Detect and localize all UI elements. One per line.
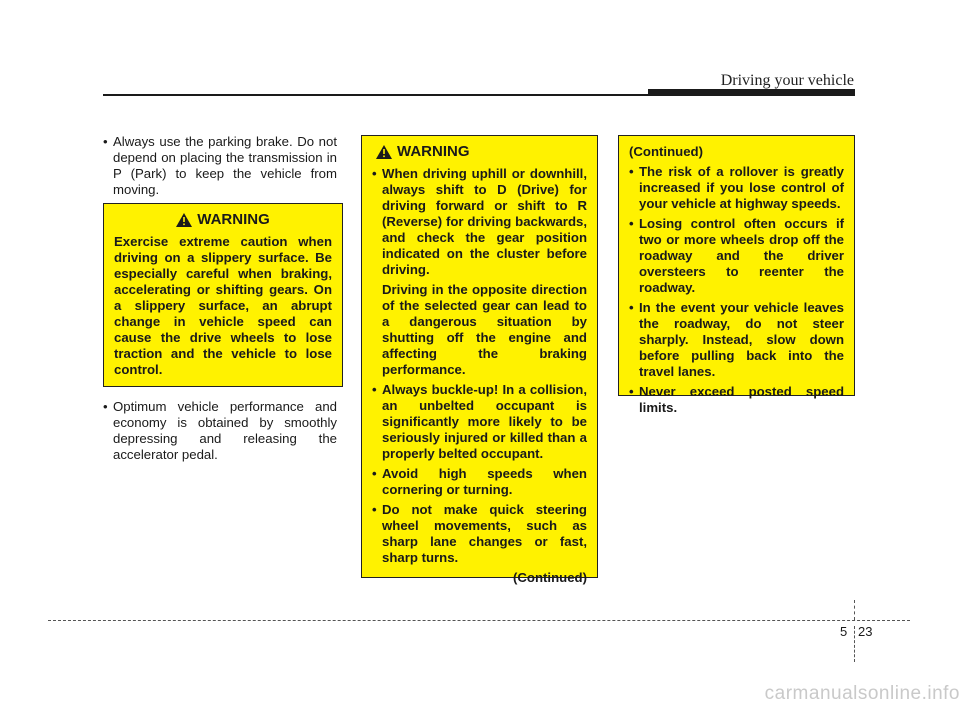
warning-item-text: Always buckle-up! In a collision, an unbelted occupant is significantly more likely to be seriously injured or killed than a properly belted occupant. xyxy=(382,382,587,461)
warning-paragraph: Driving in the opposite direction of the selected gear can lead to a dangerous situation by shutting off the engine and affecting the braking performance. xyxy=(382,282,587,377)
bullet-text: Always use the parking brake. Do not depend on placing the transmission in P (Park) to keep the vehicle from moving. xyxy=(113,134,337,197)
watermark: carmanualsonline.info xyxy=(764,683,960,704)
warning-item-text: Do not make quick steering wheel movements, such as sharp lane changes or fast, sharp turns. xyxy=(382,502,587,565)
continued-label: (Continued) xyxy=(629,144,703,159)
warning-item: • Never exceed posted speed limits. xyxy=(629,384,844,415)
section-title: Driving your vehicle xyxy=(720,72,854,89)
warning-item: • When driving uphill or downhill, always shift to D (Drive) for driving forward or shift to R (Reverse) for driving backwards, and check the gear position indicated on the cluster before driving. xyxy=(372,166,587,277)
warning-item-text: The risk of a rollover is greatly increased if you lose control of your vehicle at highway speeds. xyxy=(639,164,844,211)
warning-item-text: Avoid high speeds when cornering or turning. xyxy=(382,466,587,497)
warning-item: • In the event your vehicle leaves the roadway, do not steer sharply. Instead, slow down before pulling back into the travel lanes. xyxy=(629,300,844,379)
warning-text: Exercise extreme caution when driving on a slippery surface. Be especially careful when braking, accelerating or shifting gears. On a slippery surface, an abrupt change in vehicle speed can cause the drive wheels to lose traction and the vehicle to lose control. xyxy=(114,234,332,377)
page-number: 23 xyxy=(858,624,873,639)
warning-title: WARNING xyxy=(197,211,270,228)
chapter-number: 5 xyxy=(840,624,848,639)
body-bullet-performance: • Optimum vehicle performance and economy is obtained by smoothly depressing and releasing the accelerator pedal. xyxy=(103,399,337,462)
warning-item-text: Losing control often occurs if two or more wheels drop off the roadway and the driver oversteers to reenter the roadway. xyxy=(639,216,844,295)
body-bullet-parking-brake: • Always use the parking brake. Do not depend on placing the transmission in P (Park) to keep the vehicle from moving. xyxy=(103,134,337,197)
warning-item: • Avoid high speeds when cornering or turning. xyxy=(372,466,587,497)
warning-title: WARNING xyxy=(397,143,470,160)
warning-item-text: In the event your vehicle leaves the roadway, do not steer sharply. Instead, slow down before pulling back into the travel lanes. xyxy=(639,300,844,379)
warning-header xyxy=(372,144,587,160)
header-rule-accent xyxy=(648,89,855,96)
footer-rule xyxy=(48,620,910,621)
warning-item-text: Never exceed posted speed limits. xyxy=(639,384,844,415)
warning-triangle-icon xyxy=(376,145,392,159)
continued-label: (Continued) xyxy=(513,570,587,585)
warning-item-text: When driving uphill or downhill, always shift to D (Drive) for driving forward or shift to R (Reverse) for driving backwards, and check the gear position indicated on the cluster before driving. xyxy=(382,166,587,277)
warning-header xyxy=(114,212,332,228)
warning-box-slippery xyxy=(103,203,343,387)
warning-item: • Always buckle-up! In a collision, an unbelted occupant is significantly more likely to be seriously injured or killed than a properly belted occupant. xyxy=(372,382,587,461)
warning-item: • Losing control often occurs if two or more wheels drop off the roadway and the driver oversteers to reenter the roadway. xyxy=(629,216,844,295)
page-divider xyxy=(854,626,855,662)
warning-item: • Do not make quick steering wheel movements, such as sharp lane changes or fast, sharp turns. xyxy=(372,502,587,565)
warning-box-continued xyxy=(618,135,855,415)
bullet-text: Optimum vehicle performance and economy is obtained by smoothly depressing and releasing the accelerator pedal. xyxy=(113,399,337,462)
page-divider xyxy=(854,600,855,620)
warning-item: • The risk of a rollover is greatly increased if you lose control of your vehicle at highway speeds. xyxy=(629,164,844,211)
warning-box-driving xyxy=(361,135,598,585)
warning-triangle-icon xyxy=(176,213,192,227)
